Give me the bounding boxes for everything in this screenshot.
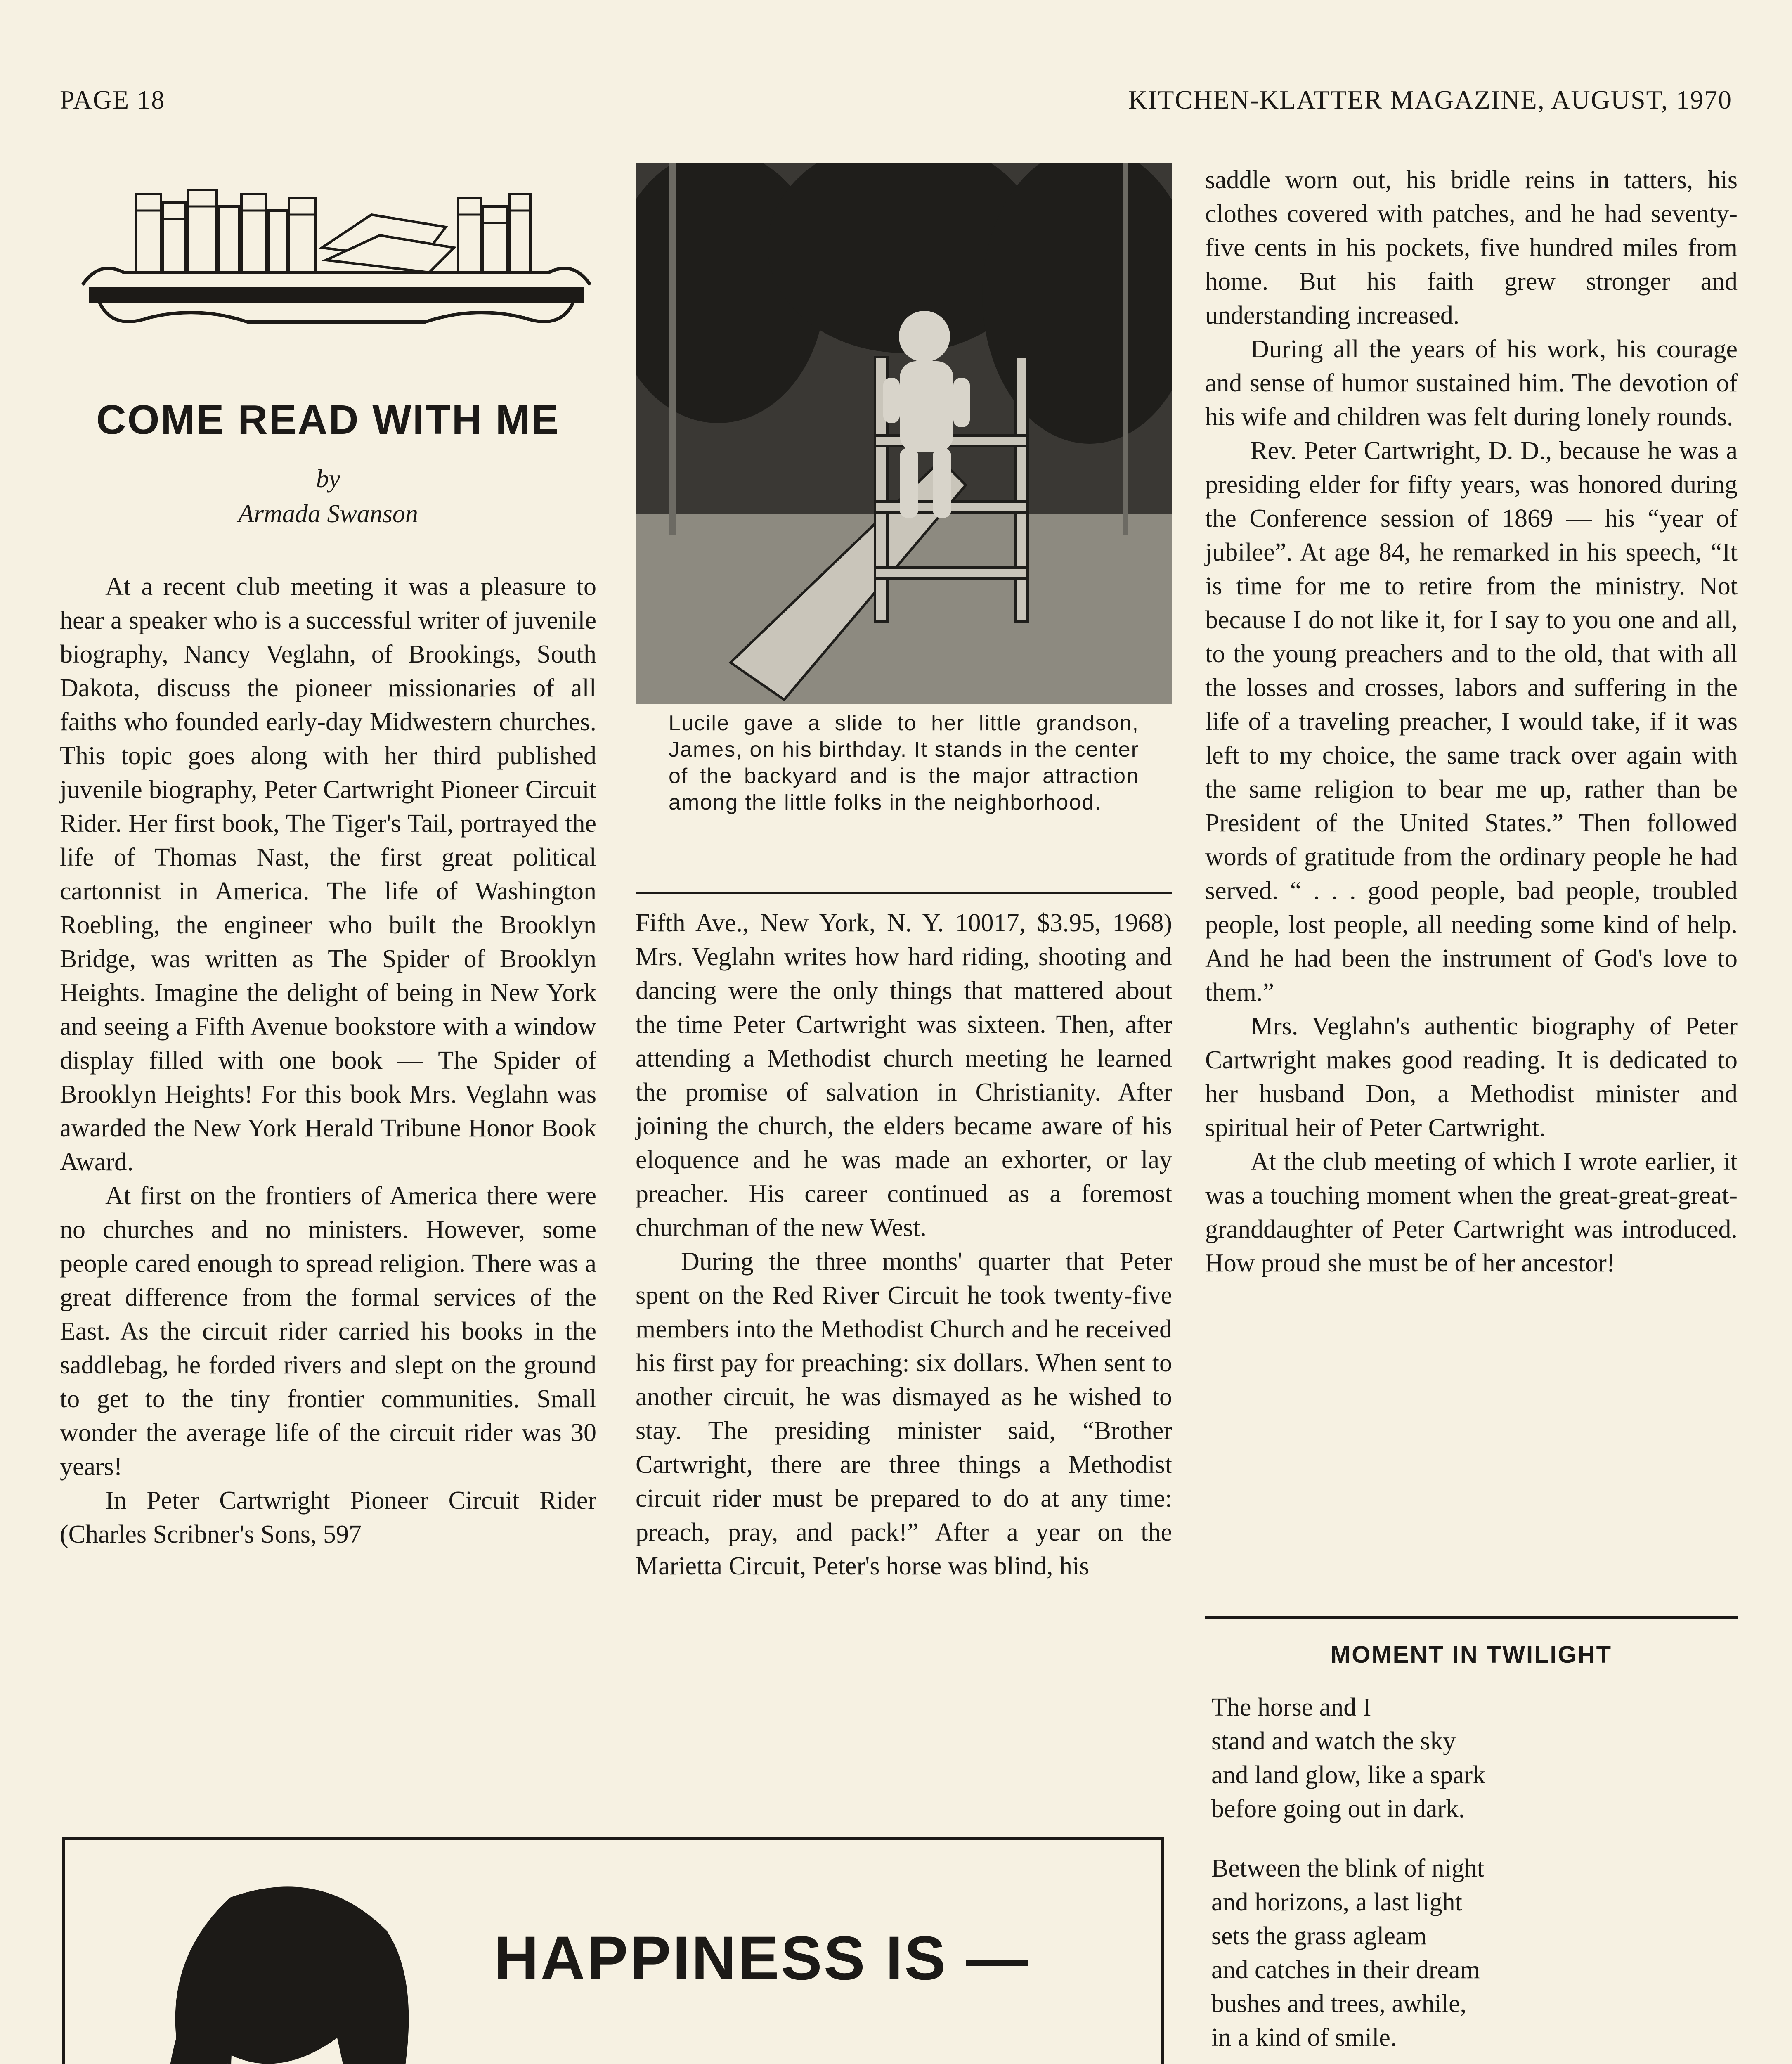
ad-headline: HAPPINESS IS — — [494, 1923, 1030, 1993]
article-title: COME READ WITH ME — [96, 397, 560, 443]
poem-stanza — [1211, 1851, 1744, 2055]
article-column-1 — [60, 570, 596, 1551]
poem-stanza — [1211, 1690, 1744, 1826]
poem-line: stand and watch the sky — [1211, 1727, 1456, 1755]
article-paragraph: At the club meeting of which I wrote earlier, it was a touching moment when the great-great-great-granddaughter of Peter Cartwright was introduced. How proud she must be of her ancestor! — [1205, 1148, 1738, 1277]
article-paragraph: Rev. Peter Cartwright, D. D., because he was a presiding elder for fifty years, was honored during the Conference session of 1869 — his “year of jubilee”. At age 84, he remarked in his speech, “It is time for me to retire from the ministry. Not because I do not like it, for I say to you one and all, to the young preachers and to the old, that with all the losses and crosses, labors and suffering in the life of a traveling preacher, I would take, if it was left to my choice, the same track over again with the same religion to bear me up, rather than be President of the United States.” Then followed words of gratitude from the ordinary people he had served. “ . . . good people, bad people, troubled people, lost people, all needing some kind of help. And he had been the instrument of God's love to them.” — [1205, 437, 1738, 1006]
page-number: PAGE 18 — [60, 85, 165, 114]
subscription-ad — [62, 1837, 1164, 2064]
byline-prefix: by — [316, 465, 340, 493]
article-paragraph: Fifth Ave., New York, N. Y. 10017, $3.95, 1968) Mrs. Veglahn writes how hard riding, shooting and dancing were the only things that mattered about the time Peter Cartwright was sixteen. Then, after attending a Methodist church meeting he learned the promise of salvation in Christianity. After joining the church, the elders became aware of his eloquence and he was made an exhorter, or lay preacher. His career continued as a foremost churchman of the new West. — [636, 909, 1172, 1242]
poem-divider — [1205, 1616, 1738, 1619]
poem-line: Between the blink of night — [1211, 1854, 1485, 1882]
photo-caption: Lucile gave a slide to her little grandson, James, on his birthday. It stands in the center of the backyard and is the major attraction among the little folks in the neighborhood. — [669, 711, 1139, 814]
article-column-2 — [636, 906, 1172, 1583]
article-paragraph: Mrs. Veglahn's authentic biography of Peter Cartwright makes good reading. It is dedicated to her husband Don, a Methodist minister and spiritual heir of Peter Cartwright. — [1205, 1012, 1738, 1142]
woman-illustration — [106, 1865, 486, 2064]
article-paragraph: During all the years of his work, his courage and sense of humor sustained him. The devotion of his wife and children was felt during lonely rounds. — [1205, 335, 1738, 431]
article-paragraph: During the three months' quarter that Peter spent on the Red River Circuit he took twenty-five members into the Methodist Church and he received his first pay for preaching: six dollars. When sent to another circuit, he was dismayed as he wished to stay. The presiding minister said, “Brother Cartwright, there are three things a Methodist circuit rider must be prepared to do at any time: preach, pray, and pack!” After a year on the Marietta Circuit, Peter's horse was blind, his — [636, 1247, 1172, 1580]
column-divider — [636, 892, 1172, 894]
poem-line: and land glow, like a spark — [1211, 1761, 1486, 1789]
poem-line: bushes and trees, awhile, — [1211, 1990, 1467, 2018]
article-paragraph: In Peter Cartwright Pioneer Circuit Rider (Charles Scribner's Sons, 597 — [60, 1486, 596, 1548]
poem-line: and horizons, a last light — [1211, 1888, 1462, 1916]
article-paragraph: saddle worn out, his bridle reins in tatters, his clothes covered with patches, and he had seventy-five cents in his pockets, five hundred miles from home. But his faith grew stronger and understanding increased. — [1205, 166, 1738, 329]
poem-line: The horse and I — [1211, 1693, 1371, 1721]
poem-line: in a kind of smile. — [1211, 2024, 1397, 2052]
slide-photo — [636, 163, 1172, 704]
article-paragraph: At a recent club meeting it was a pleasure to hear a speaker who is a successful writer of juvenile biography, Nancy Veglahn, of Brookings, South Dakota, discuss the pioneer missionaries of all faiths who founded early-day Midwestern churches. This topic goes along with her third published juvenile biography, Peter Cartwright Pioneer Circuit Rider. Her first book, The Tiger's Tail, portrayed the life of Thomas Nast, the first great political cartonnist in America. The life of Washington Roebling, the engineer who built the Brooklyn Bridge, was written as The Spider of Brooklyn Heights. Imagine the delight of being in New York and seeing a Fifth Avenue bookstore with a window display filled with one book — The Spider of Brooklyn Heights! For this book Mrs. Veglahn was awarded the New York Herald Tribune Honor Book Award. — [60, 573, 596, 1176]
article-paragraph: At first on the frontiers of America there were no churches and no ministers. However, some people cared enough to spread religion. There was a great difference from the formal services of the East. As the circuit rider carried his books in the saddlebag, he forded rivers and slept on the ground to get to the tiny frontier communities. Small wonder the average life of the circuit rider was 30 years! — [60, 1182, 596, 1481]
poem-title: MOMENT IN TWILIGHT — [1330, 1641, 1612, 1668]
article-author: Armada Swanson — [238, 500, 418, 528]
poem-body — [1211, 1690, 1744, 2064]
poem-line: sets the grass agleam — [1211, 1922, 1427, 1950]
bookshelf-illustration — [74, 165, 598, 338]
article-column-3 — [1205, 163, 1738, 1280]
magazine-header: KITCHEN-KLATTER MAGAZINE, AUGUST, 1970 — [1128, 85, 1732, 114]
poem-line: before going out in dark. — [1211, 1795, 1465, 1823]
poem-line: and catches in their dream — [1211, 1956, 1480, 1984]
